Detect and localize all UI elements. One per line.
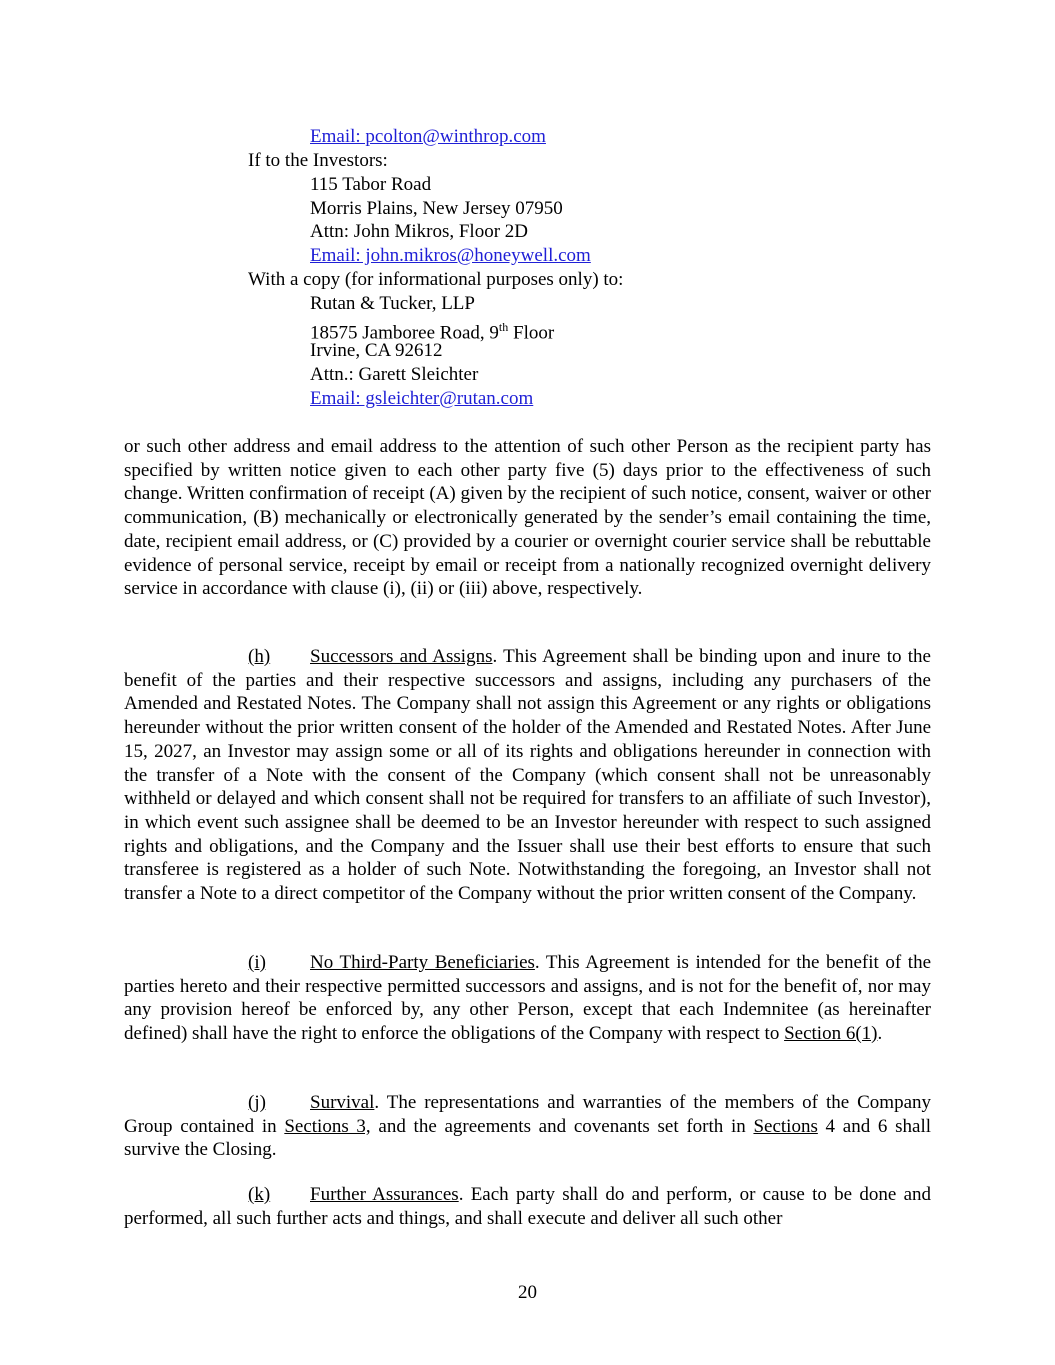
section-k-body: . Each party shall do and perform, or cause to be done and performed, all such further acts and things, and shall execute and deliver all such other <box>124 1184 931 1229</box>
section-i-body: . This Agreement is intended for the benefit of the parties hereto and their respective permitted successors and assigns, and is not for the benefit of, nor may any provision hereof be enforced by, any other Person, except that each Indemnitee (as hereinafter defined) shall have the right to enforce the obligations of the Company with respect to <box>124 952 931 1045</box>
section-i-end: . <box>877 1023 883 1045</box>
copy-heading: With a copy (for informational purposes only) to: <box>248 269 624 290</box>
section-i-label: (i) <box>248 952 266 973</box>
section-j-reference-1: Sections 3, <box>284 1115 371 1137</box>
copy-city: Irvine, CA 92612 <box>310 340 443 361</box>
section-h-body: . This Agreement shall be binding upon and inure to the benefit of the parties and their respective successors and assigns, including any purchasers of the Amended and Restated Notes. The Company shall not assign this Agreement or any rights or obligations hereunder without the prior written consent of the holder of the Amended and Restated Notes. After June 15, 2027, an Investor may assign some or all of its rights and obligations hereunder in connection with the transfer of a Note with the consent of the Company (which consent shall not be unreasonably withheld or delayed and which consent shall not be required for transfers to an affiliate of such Investor), in which event such assignee shall be deemed to be an Investor hereunder with respect to such assigned rights and obligations, and the Company and the Issuer shall use their best efforts to ensure that such transferee is registered as a holder of such Note. Notwithstanding the foregoing, an Investor shall not transfer a Note to a direct competitor of the Company without the prior written consent of the Company. <box>124 646 931 905</box>
investors-heading: If to the Investors: <box>248 150 388 171</box>
investors-city: Morris Plains, New Jersey 07950 <box>310 198 563 219</box>
copy-attn: Attn.: Garett Sleichter <box>310 364 479 385</box>
section-h-title: Successors and Assigns <box>310 646 493 667</box>
section-h-label: (h) <box>248 646 271 667</box>
section-j-reference-2: Sections <box>753 1115 818 1137</box>
copy-street-main: 18575 Jamboree Road, 9 <box>310 322 499 344</box>
page-number: 20 <box>518 1282 537 1303</box>
section-i-title: No Third-Party Beneficiaries <box>310 952 535 973</box>
winthrop-email-link[interactable]: Email: pcolton@winthrop.com <box>310 126 546 147</box>
section-j-body-3: 4 and 6 shall survive the Closing. <box>124 1115 931 1161</box>
section-j-label: (j) <box>248 1092 266 1113</box>
copy-email-link[interactable]: Email: gsleichter@rutan.com <box>310 388 534 409</box>
section-h-paragraph <box>124 645 931 906</box>
copy-street-superscript: th <box>498 320 509 334</box>
continuation-paragraph: or such other address and email address to the attention of such other Person as the recipient party has specified by written notice given to each other party five (5) days prior to the effectiveness of such change. Written confirmation of receipt (A) given by the recipient of such notice, consent, waiver or other communication, (B) mechanically or electronically generated by the sender’s email containing the time, date, recipient email address, or (C) provided by a courier or overnight courier service shall be rebuttable evidence of personal service, receipt by email or receipt from a nationally recognized overnight delivery service in accordance with clause (i), (ii) or (iii) above, respectively. <box>124 436 931 600</box>
section-j-body-2: and the agreements and covenants set forth in <box>370 1115 754 1137</box>
investors-street: 115 Tabor Road <box>310 174 432 195</box>
copy-firm: Rutan & Tucker, LLP <box>310 293 475 314</box>
section-j-paragraph <box>124 1091 931 1162</box>
investors-attn: Attn: John Mikros, Floor 2D <box>310 221 528 242</box>
copy-street-floor: Floor <box>508 322 555 344</box>
section-j-title: Survival <box>310 1092 375 1113</box>
section-k-label: (k) <box>248 1184 271 1205</box>
section-i-reference: Section 6(1) <box>784 1023 878 1045</box>
section-j-body-1: . The representations and warranties of the members of the Company Group contained in <box>124 1092 931 1137</box>
section-k-title: Further Assurances <box>310 1184 459 1205</box>
investors-email-link[interactable]: Email: john.mikros@honeywell.com <box>310 245 591 266</box>
section-i-paragraph <box>124 951 931 1046</box>
section-k-paragraph <box>124 1183 931 1230</box>
